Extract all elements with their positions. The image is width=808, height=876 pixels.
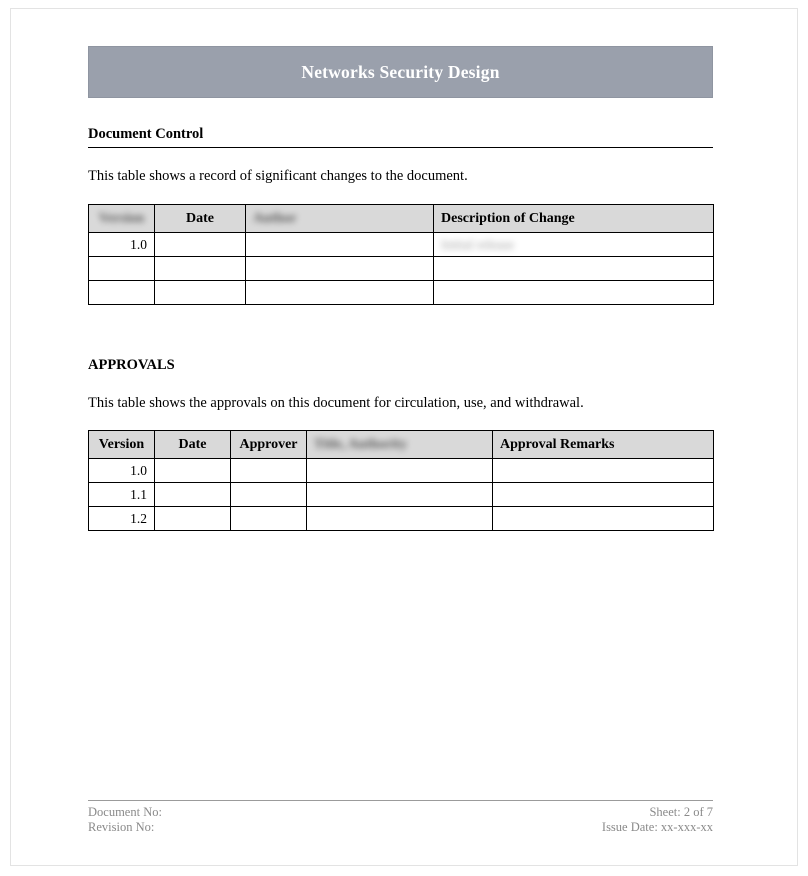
table-header-row	[89, 431, 714, 459]
table-row	[89, 483, 714, 507]
cell-version-text: 1.0	[130, 462, 147, 478]
header-approver	[231, 431, 307, 459]
footer-row-bottom	[88, 820, 713, 835]
footer-row-top	[88, 805, 713, 820]
footer-issue-date: Issue Date: xx-xxx-xx	[601, 819, 713, 834]
cell-title-authority[interactable]	[307, 507, 493, 531]
footer-revision-no: Revision No:	[88, 819, 155, 834]
cell-date[interactable]	[155, 483, 231, 507]
document-title: Networks Security Design	[301, 61, 500, 82]
cell-version[interactable]	[89, 459, 155, 483]
footer-document-no: Document No:	[88, 805, 162, 819]
header-version-text: Version	[98, 436, 145, 452]
cell-date[interactable]	[155, 281, 246, 305]
header-version-text: Version	[98, 210, 145, 226]
table-row	[89, 281, 714, 305]
header-title-authority-text: Title, Authority	[314, 436, 408, 452]
cell-description[interactable]	[434, 281, 714, 305]
cell-version-text: 1.2	[130, 510, 147, 526]
cell-version[interactable]	[89, 507, 155, 531]
cell-date[interactable]	[155, 459, 231, 483]
table-row	[89, 507, 714, 531]
cell-description[interactable]	[434, 233, 714, 257]
cell-description-text: Initial release	[441, 236, 515, 252]
cell-title-authority[interactable]	[307, 483, 493, 507]
header-approval-remarks-text: Approval Remarks	[500, 436, 615, 452]
document-control-heading: Document Control	[88, 126, 204, 142]
cell-author[interactable]	[246, 281, 434, 305]
cell-version[interactable]	[89, 233, 155, 257]
header-description-text: Description of Change	[441, 210, 575, 226]
cell-date[interactable]	[155, 233, 246, 257]
cell-approval-remarks[interactable]	[493, 459, 714, 483]
header-date	[155, 205, 246, 233]
approvals-table	[88, 430, 714, 531]
cell-date[interactable]	[155, 257, 246, 281]
table-header-row	[89, 205, 714, 233]
cell-author[interactable]	[246, 257, 434, 281]
cell-version-text: 1.1	[130, 486, 147, 502]
header-author	[246, 205, 434, 233]
header-approval-remarks	[493, 431, 714, 459]
header-author-text: Author	[253, 210, 297, 226]
cell-approver[interactable]	[231, 507, 307, 531]
cell-title-authority[interactable]	[307, 459, 493, 483]
header-approver-text: Approver	[239, 436, 298, 452]
section-approvals	[88, 357, 713, 531]
header-date-text: Date	[178, 436, 207, 452]
cell-description[interactable]	[434, 257, 714, 281]
page-footer	[88, 800, 713, 835]
cell-version[interactable]	[89, 483, 155, 507]
table-row	[89, 459, 714, 483]
document-title-banner	[88, 46, 713, 98]
document-control-table	[88, 204, 714, 305]
cell-approval-remarks[interactable]	[493, 483, 714, 507]
table-row	[89, 233, 714, 257]
cell-author[interactable]	[246, 233, 434, 257]
cell-approver[interactable]	[231, 483, 307, 507]
document-content	[88, 46, 713, 531]
approvals-intro: This table shows the approvals on this document for circulation, use, and withdrawal.	[88, 394, 584, 411]
section-document-control	[88, 126, 713, 305]
approvals-heading: APPROVALS	[88, 357, 175, 374]
header-date	[155, 431, 231, 459]
cell-version[interactable]	[89, 281, 155, 305]
cell-version[interactable]	[89, 257, 155, 281]
header-version	[89, 205, 155, 233]
cell-approver[interactable]	[231, 459, 307, 483]
cell-date[interactable]	[155, 507, 231, 531]
cell-approval-remarks[interactable]	[493, 507, 714, 531]
header-title-authority	[307, 431, 493, 459]
document-control-intro: This table shows a record of significant changes to the document.	[88, 168, 468, 185]
header-version	[89, 431, 155, 459]
table-row	[89, 257, 714, 281]
footer-sheet: Sheet: 2 of 7	[649, 805, 713, 819]
cell-version-text: 1.0	[130, 236, 147, 252]
header-date-text: Date	[186, 210, 214, 226]
header-description-of-change	[434, 205, 714, 233]
